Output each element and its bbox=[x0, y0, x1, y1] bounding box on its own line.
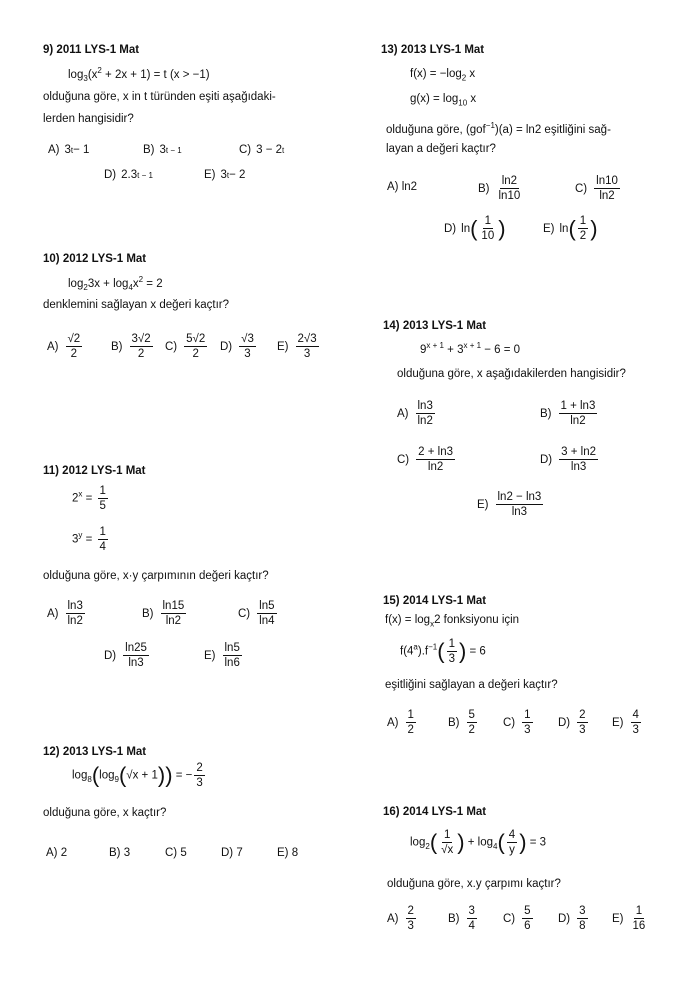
q16-option-e[interactable]: E) 1 16 bbox=[612, 905, 646, 932]
q13-option-d[interactable]: D) ln ( 1 10 ) bbox=[444, 215, 506, 242]
q9-option-c[interactable]: C) 3 − 2 t bbox=[239, 144, 285, 156]
q11-option-c[interactable]: C) ln5 ln4 bbox=[238, 600, 275, 627]
q10-option-e[interactable]: E) 2√3 3 bbox=[277, 333, 317, 360]
q11-option-d[interactable]: D) ln25 ln3 bbox=[104, 642, 147, 669]
q15-option-a[interactable]: A) 1 2 bbox=[387, 709, 414, 736]
q15-f-definition: $f(x) = \log_x2$ fonksiyonu için bbox=[385, 614, 520, 629]
q14-text: olduğuna göre, x aşağıdakilerden hangisidir? bbox=[397, 368, 626, 380]
q12-option-e[interactable]: E) 8 bbox=[277, 847, 299, 859]
q11-option-a[interactable]: A) ln3 ln2 bbox=[47, 600, 83, 627]
q16-option-d[interactable]: D) 3 8 bbox=[558, 905, 586, 932]
q15-option-c[interactable]: C) 1 3 bbox=[503, 709, 531, 736]
q13-f-definition: $f(x) = -\log_2$ x bbox=[410, 68, 476, 83]
q9-text-line2: lerden hangisidir? bbox=[43, 113, 134, 125]
q11-equation-2: $3^y$ = $\frac{1}{4}$ bbox=[72, 526, 106, 553]
q16-text: olduğuna göre, x.y çarpımı kaçtır? bbox=[387, 878, 561, 890]
q11-option-e[interactable]: E) ln5 ln6 bbox=[204, 642, 240, 669]
q15-option-e[interactable]: E) 4 3 bbox=[612, 709, 639, 736]
q15-option-d[interactable]: D) 2 3 bbox=[558, 709, 586, 736]
q9-equation: $\log_3(x^2 + 2x + 1) = t$ (x > −1) bbox=[68, 66, 210, 84]
q13-option-c[interactable]: C) ln10 ln2 bbox=[575, 175, 618, 202]
q14-header: 14) 2013 LYS-1 Mat bbox=[383, 320, 487, 332]
q14-option-b[interactable]: B) 1 + ln3 ln2 bbox=[540, 400, 596, 427]
q15-header: 15) 2014 LYS-1 Mat bbox=[383, 595, 487, 607]
q13-text-line2: layan a değeri kaçtır? bbox=[386, 143, 496, 155]
q12-header: 12) 2013 LYS-1 Mat bbox=[43, 746, 147, 758]
q13-option-b[interactable]: B) ln2 ln10 bbox=[478, 175, 521, 202]
q12-option-a[interactable]: A) 2 bbox=[46, 847, 68, 859]
q13-option-a[interactable]: A) ln2 bbox=[387, 181, 418, 193]
q12-option-d[interactable]: D) 7 bbox=[221, 847, 243, 859]
q14-option-e[interactable]: E) ln2 − ln3 ln3 bbox=[477, 491, 542, 518]
q10-option-b[interactable]: B) 3√2 2 bbox=[111, 333, 151, 360]
q16-equation: $\log_2$( $\frac{1}{√x}$ ) + $\log_4$( $\frac{4}{y}$ ) = 3 bbox=[410, 829, 547, 856]
q10-option-d[interactable]: D) √3 3 bbox=[220, 333, 254, 360]
q10-option-a[interactable]: A) √2 2 bbox=[47, 333, 81, 360]
q12-text: olduğuna göre, x kaçtır? bbox=[43, 807, 167, 819]
q16-option-c[interactable]: C) 5 6 bbox=[503, 905, 531, 932]
q15-text: eşitliğini sağlayan a değeri kaçtır? bbox=[385, 679, 558, 691]
q13-text-line1: olduğuna göre, (gof$^{-1}$)(a) = ln2 eşitliğini sağ- bbox=[386, 121, 611, 136]
q16-header: 16) 2014 LYS-1 Mat bbox=[383, 806, 487, 818]
q9-header: 9) 2011 LYS-1 Mat bbox=[43, 44, 140, 56]
q11-option-b[interactable]: B) ln15 ln2 bbox=[142, 600, 185, 627]
q9-option-d[interactable]: D) 2.3 t − 1 bbox=[104, 169, 153, 181]
q15-equation: $f(4^a).f^{-1}$( $\frac{1}{3}$ ) = 6 bbox=[400, 638, 486, 665]
q9-option-e[interactable]: E) 3 t − 2 bbox=[204, 169, 246, 181]
q11-text: olduğuna göre, x·y çarpımının değeri kaçtır? bbox=[43, 570, 269, 582]
q14-option-a[interactable]: A) ln3 ln2 bbox=[397, 400, 433, 427]
q15-option-b[interactable]: B) 5 2 bbox=[448, 709, 475, 736]
q10-text: denklemini sağlayan x değeri kaçtır? bbox=[43, 299, 230, 311]
q10-equation: $\log_23x + \log_4x^2 = 2$ bbox=[68, 275, 163, 293]
q10-option-c[interactable]: C) 5√2 2 bbox=[165, 333, 206, 360]
q12-equation: $\log_8(\log_9(√x + 1))$ = − $\frac{2}{3}$ bbox=[72, 762, 203, 789]
q14-option-c[interactable]: C) 2 + ln3 ln2 bbox=[397, 446, 453, 473]
q11-header: 11) 2012 LYS-1 Mat bbox=[43, 465, 146, 477]
q13-option-e[interactable]: E) ln ( 1 2 ) bbox=[543, 215, 598, 242]
q16-option-b[interactable]: B) 3 4 bbox=[448, 905, 475, 932]
q10-header: 10) 2012 LYS-1 Mat bbox=[43, 253, 147, 265]
q11-equation-1: $2^x$ = $\frac{1}{5}$ bbox=[72, 485, 106, 512]
q16-option-a[interactable]: A) 2 3 bbox=[387, 905, 414, 932]
q12-option-c[interactable]: C) 5 bbox=[165, 847, 187, 859]
q14-option-d[interactable]: D) 3 + ln2 ln3 bbox=[540, 446, 596, 473]
q9-option-b[interactable]: B) 3 t − 1 bbox=[143, 144, 182, 156]
q9-option-a[interactable]: A) 3 t − 1 bbox=[48, 144, 90, 156]
q14-equation: $9^{x + 1} + 3^{x + 1} - 6 = 0$ bbox=[420, 341, 521, 356]
q12-option-b[interactable]: B) 3 bbox=[109, 847, 131, 859]
q9-text-line1: olduğuna göre, x in t türünden eşiti aşağıdaki- bbox=[43, 91, 276, 103]
q13-header: 13) 2013 LYS-1 Mat bbox=[381, 44, 485, 56]
q13-g-definition: $g(x) = \log_{10} x$ bbox=[410, 93, 477, 108]
